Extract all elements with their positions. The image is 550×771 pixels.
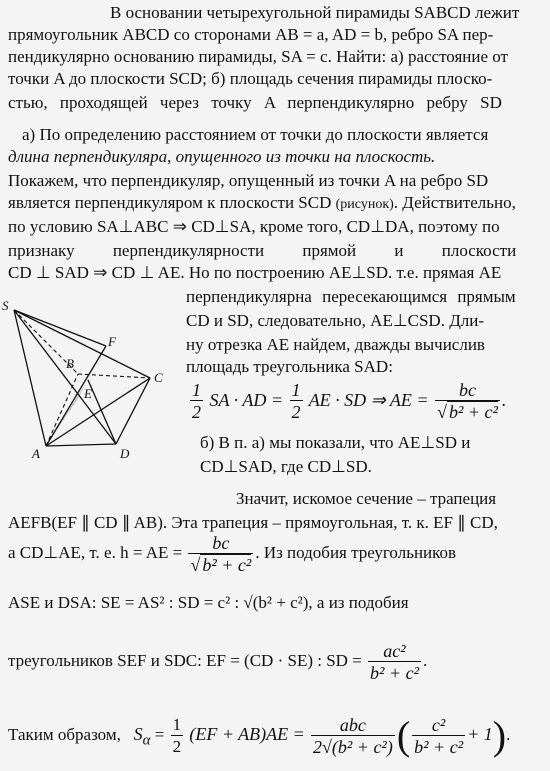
equation-ae-length: $\frac{1}{2}$ SA · AD = $\frac{1}{2}$ AE · SD ⇒ AE = $\frac{bc}{\text{√ b² + c²}}$ . <box>192 380 507 423</box>
vertex-label-s: S <box>2 298 9 313</box>
proof-line-1: Покажем, что перпендикуляр, опущенный из точки A на ребро SD <box>8 171 489 190</box>
solution-b-line-3: Значит, искомое сечение – трапеция <box>236 489 497 508</box>
area-middle: (EF + AB)AE = <box>189 724 305 744</box>
proof-line-9: площадь треугольника SAD: <box>186 357 393 376</box>
proof-line-2-tail: . Действительно, <box>393 193 516 212</box>
area-subscript: α <box>142 732 151 749</box>
solution-b-line-4: AEFB(EF ∥ CD ∥ AB). Эта трапеция – прямоугольная, т. к. EF ∥ CD, <box>8 513 498 532</box>
problem-line-5: стью, проходящей через точку A перпендикулярно ребру SD <box>8 93 502 112</box>
height-denominator: b² + c² <box>202 554 252 575</box>
ef-numerator: ac² <box>368 641 421 662</box>
half-numerator-2: 1 <box>291 380 301 401</box>
ef-text: треугольников SEF и SDC: EF = (CD · SE) : SD = <box>8 651 362 670</box>
area-numerator: abc <box>311 715 395 736</box>
height-numerator: bc <box>188 533 253 554</box>
solution-a-line-1: а) По определению расстоянием от точки до плоскости является <box>22 125 489 144</box>
problem-line-1: В основании четырехугольной пирамиды SABCD лежит <box>110 3 520 22</box>
proof-line-6: перпендикулярна пересекающимся прямым <box>186 287 516 306</box>
solution-b-line-2: CD⊥SAD, где CD⊥SD. <box>200 457 372 476</box>
area-symbol: S <box>133 724 143 744</box>
proof-line-8: ну отрезка AE найдем, дважды вычислив <box>186 335 485 354</box>
pyramid-figure <box>0 298 180 468</box>
half-denominator-2: 2 <box>291 402 301 423</box>
solution-b-line-7: треугольников SEF и SDC: EF = (CD · SE) : SD = $\frac{\text{ac²}}{\text{b² + c²}}$ . <box>8 640 428 683</box>
problem-line-2: прямоугольник ABCD со сторонами AB = a, AD = b, ребро SA пер- <box>8 25 494 44</box>
half-numerator: 1 <box>192 380 201 401</box>
vertex-label-b: B <box>66 356 74 371</box>
eq1-numerator: bc <box>435 380 500 401</box>
vertex-label-d: D <box>120 446 130 461</box>
vertex-label-f: F <box>108 334 116 349</box>
inner-denominator: b² + c² <box>414 736 464 757</box>
plus-one: + 1 <box>467 724 493 744</box>
solution-b-line-8: Таким образом, $S_\alpha$ = $\frac{1}{2}$ (EF + AB)AE = $\frac{\text{abc}}{\text{2√(b² + c²)}}$ ( $\frac{\text{c²}}{\text{b² + c²}}$ + 1). <box>8 713 511 759</box>
eq1-denominator: b² + c² <box>448 402 498 423</box>
vertex-label-a: A <box>32 446 40 461</box>
solution-a-line-2: длина перпендикуляра, опущенного из точки на плоскость. <box>8 147 436 166</box>
proof-line-5: CD ⊥ SAD ⇒ CD ⊥ AE. Но по построению AE⊥SD. т.е. прямая AE <box>8 263 502 282</box>
area-half-denominator: 2 <box>172 736 182 756</box>
proof-line-7: CD и SD, следовательно, AE⊥CSD. Дли- <box>186 311 485 330</box>
eq1-left: SA · AD = <box>209 390 283 410</box>
similarity-text: . Из подобия треугольников <box>255 543 457 562</box>
conclusion-text: Таким образом, <box>8 725 121 744</box>
problem-line-4: точки A до плоскости SCD; б) площадь сечения пирамиды плоско- <box>8 69 493 88</box>
half-denominator: 2 <box>192 402 201 423</box>
vertex-label-c: C <box>154 370 163 385</box>
inner-numerator: c² <box>412 715 465 736</box>
proof-line-2-text: является перпендикуляром к плоскости SCD <box>8 193 332 212</box>
area-denominator: 2√(b² + c²) <box>313 736 393 757</box>
area-half-numerator: 1 <box>172 714 182 734</box>
ef-denominator: b² + c² <box>370 662 419 683</box>
height-text: а CD⊥AE, т. е. h = AE = <box>8 543 183 562</box>
vertex-label-e: E <box>84 386 92 401</box>
solution-b-line-5: а CD⊥AE, т. е. h = AE = $\frac{bc}{\text{√ b² + c²}}$ . Из подобия треугольников <box>8 532 457 575</box>
eq1-middle: AE · SD ⇒ AE = <box>308 390 429 410</box>
figure-reference: (рисунок) <box>335 197 394 212</box>
proof-line-4: признаку перпендикулярности прямой и плоскости <box>8 241 517 260</box>
solution-b-line-6: ASE и DSA: SE = AS² : SD = c² : √(b² + c²), а из подобия <box>8 593 409 612</box>
solution-b-line-1: б) В п. а) мы показали, что AE⊥SD и <box>200 433 471 452</box>
equals-sign: = <box>154 725 165 744</box>
proof-line-2 <box>0 192 550 216</box>
proof-line-3: по условию SA⊥ABC ⇒ CD⊥SA, кроме того, CD⊥DA, поэтому по <box>8 217 500 236</box>
problem-line-3: пендикулярно основанию пирамиды, SA = c. Найти: а) расстояние от <box>8 47 508 66</box>
